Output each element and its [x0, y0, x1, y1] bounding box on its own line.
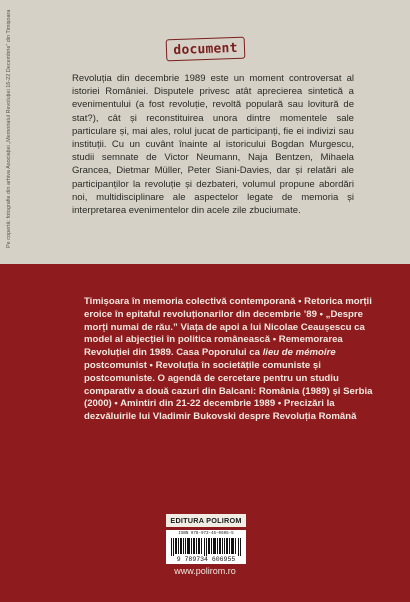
- cover-photo-credit: Pe copertă: fotografie din arhiva Asociației „Memorialul Revoluției 16-22 Decembrie” din Timișoara: [6, 9, 12, 248]
- contents-italic-term: lieu de mémoire: [262, 347, 336, 359]
- barcode-icon: [170, 538, 242, 556]
- isbn-text: ISBN 978-973-46-0695-5: [178, 532, 234, 536]
- book-blurb: Revoluția din decembrie 1989 este un moment controversat al istoriei României. Disputele privesc atât aprecierea sintetică a evenimentului (a fost revoluție, revoltă populară sau lovitură de stat?), cât și reconstituirea unora dintre momentele sale particulare și, mai ales, rolul jucat de participanți, fie ei indivizi sau instituții. Cu un cuvânt înainte al istoricului Bogdan Murgescu, studii semnate de Victor Neumann, Naja Bentzen, Mihaela Grancea, Dietmar Müller, Peter Siani-Davies, dar și relatări ale participanților la revoluție și dezbateri, volumul propune abordări noi, multidisciplinare ale aspectelor legate de memoria și interpretarea evenimentelor din acele zile zbuciumate.: [72, 73, 354, 217]
- contents-part-a: Timișoara în memoria colectivă contemporană • Retorica morții eroice în epitaful revoluționarilor din decembrie ’89 • „Despre morți numai de rău.” Viața de apoi a lui Nicolae Ceaușescu ca model al abjecției în politica românească • Rememorarea Revoluției din 1989. Casa Poporului ca: [84, 296, 372, 359]
- barcode-block: [166, 530, 246, 564]
- contents-part-c: postcomunist • Revoluția în societățile comuniste și postcomuniste. O agendă de cercetare pentru un studiu comparativ a două cazuri din Balcani: România (1989) și Serbia (2000) • Amintiri din 21-22 decembrie 1989 • Precizări la dezvăluirile lui Vladimir Bukovski despre Revoluția Română: [84, 359, 373, 423]
- cover-top-panel: [0, 0, 410, 264]
- table-of-contents: [84, 296, 384, 424]
- document-stamp: document: [166, 37, 246, 62]
- ean-number: 9 789734 606955: [176, 556, 236, 563]
- publisher-website: www.polirom.ro: [174, 566, 236, 576]
- cover-bottom-panel: [0, 264, 410, 602]
- publisher-label: EDITURA POLIROM: [166, 514, 246, 527]
